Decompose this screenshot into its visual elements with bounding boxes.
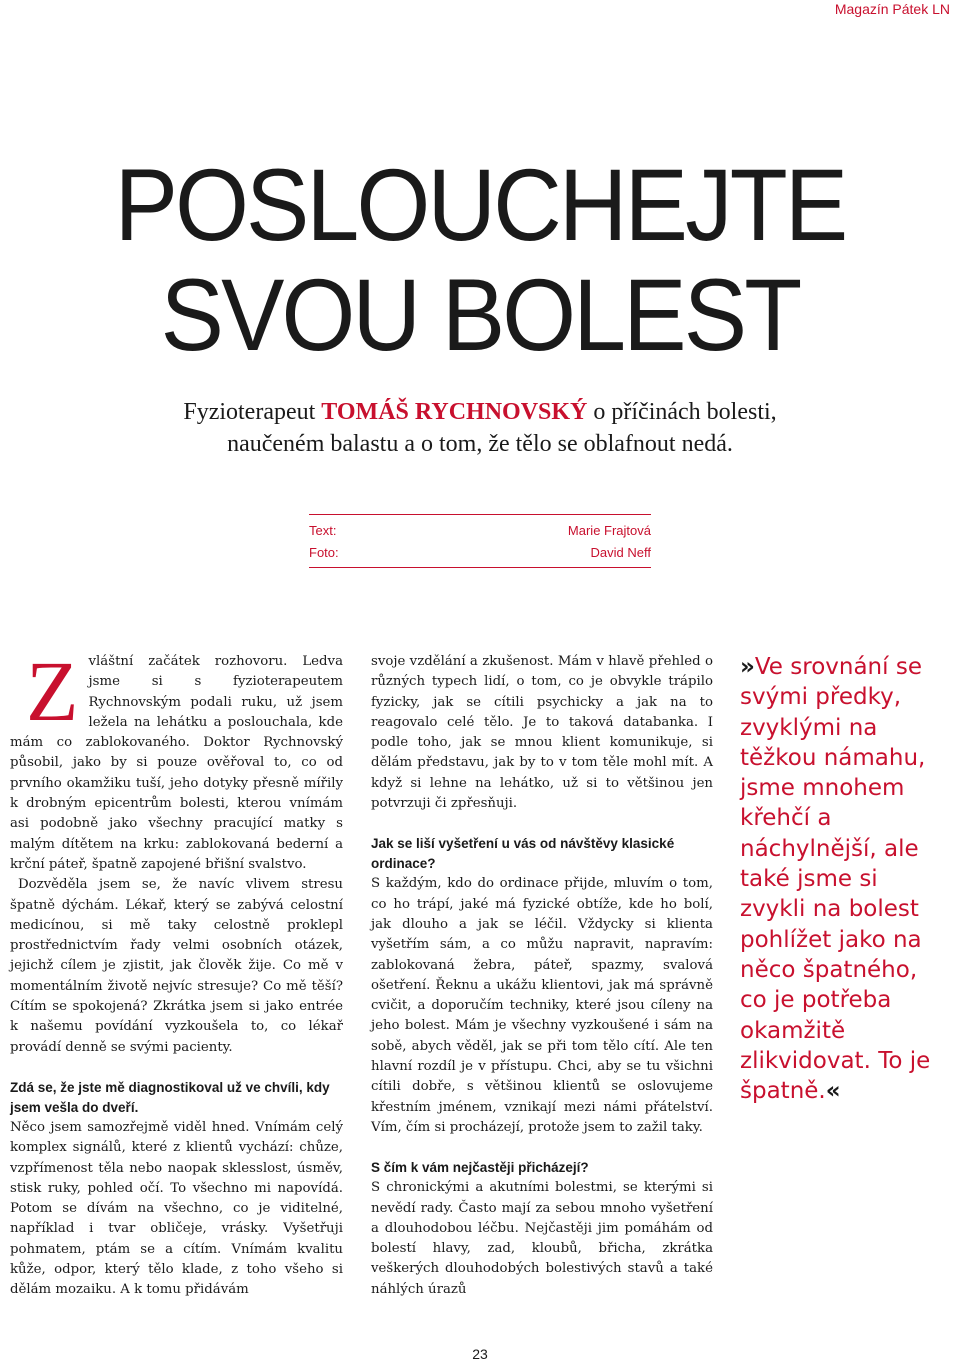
intro-paragraph-1: vláštní začátek rozhovoru. Ledva jsme si s fyzioterapeutem Rychnovským podali ruku, už jsem ležela na lehátku a poslouchala, kde mám co zablokovaného. Doktor Rychnovský působil, jako by si pouze ověřoval to, co od prvního okamžiku tuší, jeho dotyky přesně mířily k drobným epicentrům bolesti, kterou vnímám asi podobně jako všechny pracující matky s malým dítětem na krku: zablokovaná bederní a krční páteř, špatně zapojené břišní svalstvo.	[10, 654, 343, 872]
subtitle-prefix: Fyzioterapeut	[183, 399, 322, 425]
interviewee-name: TOMÁŠ RYCHNOVSKÝ	[321, 399, 588, 425]
interview-answer-1: Něco jsem samozřejmě viděl hned. Vnímám celý komplex signálů, které z klientů vychází: chůze, vzpřímenost těla nebo naopak sklesslost, úsměv, stisk ruky, pohled očí. To všechno mi napovídá. Potom se dívám na všechno, co je viditelné, například i tvar obličeje, vrásky. Vyšetřuji pohmatem, ptám se a cítím. Vnímám kvalitu kůže, odpor, který tělo klade, z toho všeho si dělám mozaiku. A k tomu přidávám	[10, 1119, 343, 1298]
subtitle-suffix: o příčinách bolesti,	[587, 399, 777, 425]
open-quote-mark: »	[740, 654, 755, 680]
intro-paragraph-2: Dozvěděla jsem se, že navíc vlivem stresu špatně dýchám. Lékař, který se zabývá celostní medicínou, si mě taky celostně proklepl prostřednictvím řady velmi osobních otázek, jejichž cílem je zjistit, jak člověk žije. Co mě v momentálním životě nejvíc stresuje? Co mě těší? Cítím se spokojená? Zkrátka jsem si jako entrée k našemu povídání vyzkoušela to, co lékař provádí denně se svými pacienty.	[10, 877, 343, 1055]
interview-question-3: S čím k vám nejčastěji přicházejí?	[371, 1160, 589, 1176]
article-column-1	[10, 643, 343, 1301]
interview-question-1: Zdá se, že jste mě diagnostikoval už ve chvíli, kdy jsem vešla do dveří.	[10, 1079, 330, 1115]
drop-cap: Z	[26, 643, 79, 739]
credits-box	[309, 514, 651, 568]
text-credit-label: Text:	[309, 523, 337, 538]
interview-answer-2: S každým, kdo do ordinace přijde, mluvím o tom, co ho trápí, jaké má fyzické obtíže, kde ho bolí, jak dlouho a jak se léčil. Vždycky si klienta vyšetřím sám, a co můžu napravit, napravím: zablokovaná žebra, páteř, spazmy, svalová ošetření. Řeknu a ukážu klientovi, jak má správně cvičit, a doporučím techniky, které jsou cíleny na jeho bolest. Mám je všechny vyzkoušené i sám na sobě, abych věděl, jak se při tom tělo cítí. Ale ten hlavní rozdíl je v přístupu. Chci, aby se tu všichni cítili dobře, s většinou klientů se oslovujeme křestním jménem, vznikají mezi námi přátelství. Vím, čím si procházejí, protože jsem to zažil taky.	[371, 876, 713, 1135]
magazine-header: Magazín Pátek LN	[834, 1, 950, 17]
interview-question-2: Jak se liší vyšetření u vás od návštěvy klasické ordinace?	[371, 836, 675, 872]
photo-credit-label: Foto:	[309, 545, 339, 560]
photo-credit-value: David Neff	[590, 545, 651, 560]
interview-answer-3: S chronickými a akutními bolestmi, se kterými si nevědí rady. Často mají za sebou mnoho vyšetření a dlouhodobou léčbu. Nejčastěji jim pomáhám od bolestí hlavy, zad, kloubů, břicha, zkrátka veškerých dlouhodobých bolestivých stavů a také náhlých úrazů	[371, 1180, 713, 1297]
page-number: 23	[472, 1346, 488, 1362]
article-column-2	[371, 652, 713, 1300]
pull-quote-text: Ve srovnání se svými předky, zvyklými na těžkou námahu, jsme mnohem křehčí a náchylnější, ale také jsme si zvykli na bolest pohlížet jako na něco špatného, co je potřeba okamžitě zlikvidovat. To je špatně.	[740, 654, 931, 1105]
subtitle-line-2: naučeném balastu a o tom, že tělo se oblafnout nedá.	[227, 431, 733, 457]
text-credit-row	[309, 520, 651, 542]
title-line-2: SVOU BOLEST	[160, 258, 800, 372]
article-subtitle	[0, 396, 960, 460]
title-line-1: POSLOUCHEJTE	[114, 148, 846, 262]
article-title	[34, 150, 927, 370]
close-quote-mark: «	[825, 1078, 841, 1105]
answer-1-continued: svoje vzdělání a zkušenost. Mám v hlavě přehled o různých typech lidí, o tom, co je obvykle trápilo fyzicky, jak se cítili psychicky a jak na to reagovalo celé tělo. Je to taková databanka. I podle toho, jak se mnou klient komunikuje, si dělám představu, jak by to v tom těle mohl mít. A když si lehne na lehátko, už si to většinou jen potvrzuji či zpřesňuji.	[371, 654, 713, 812]
pull-quote	[740, 652, 950, 1106]
photo-credit-row	[309, 542, 651, 564]
text-credit-value: Marie Frajtová	[567, 523, 651, 538]
